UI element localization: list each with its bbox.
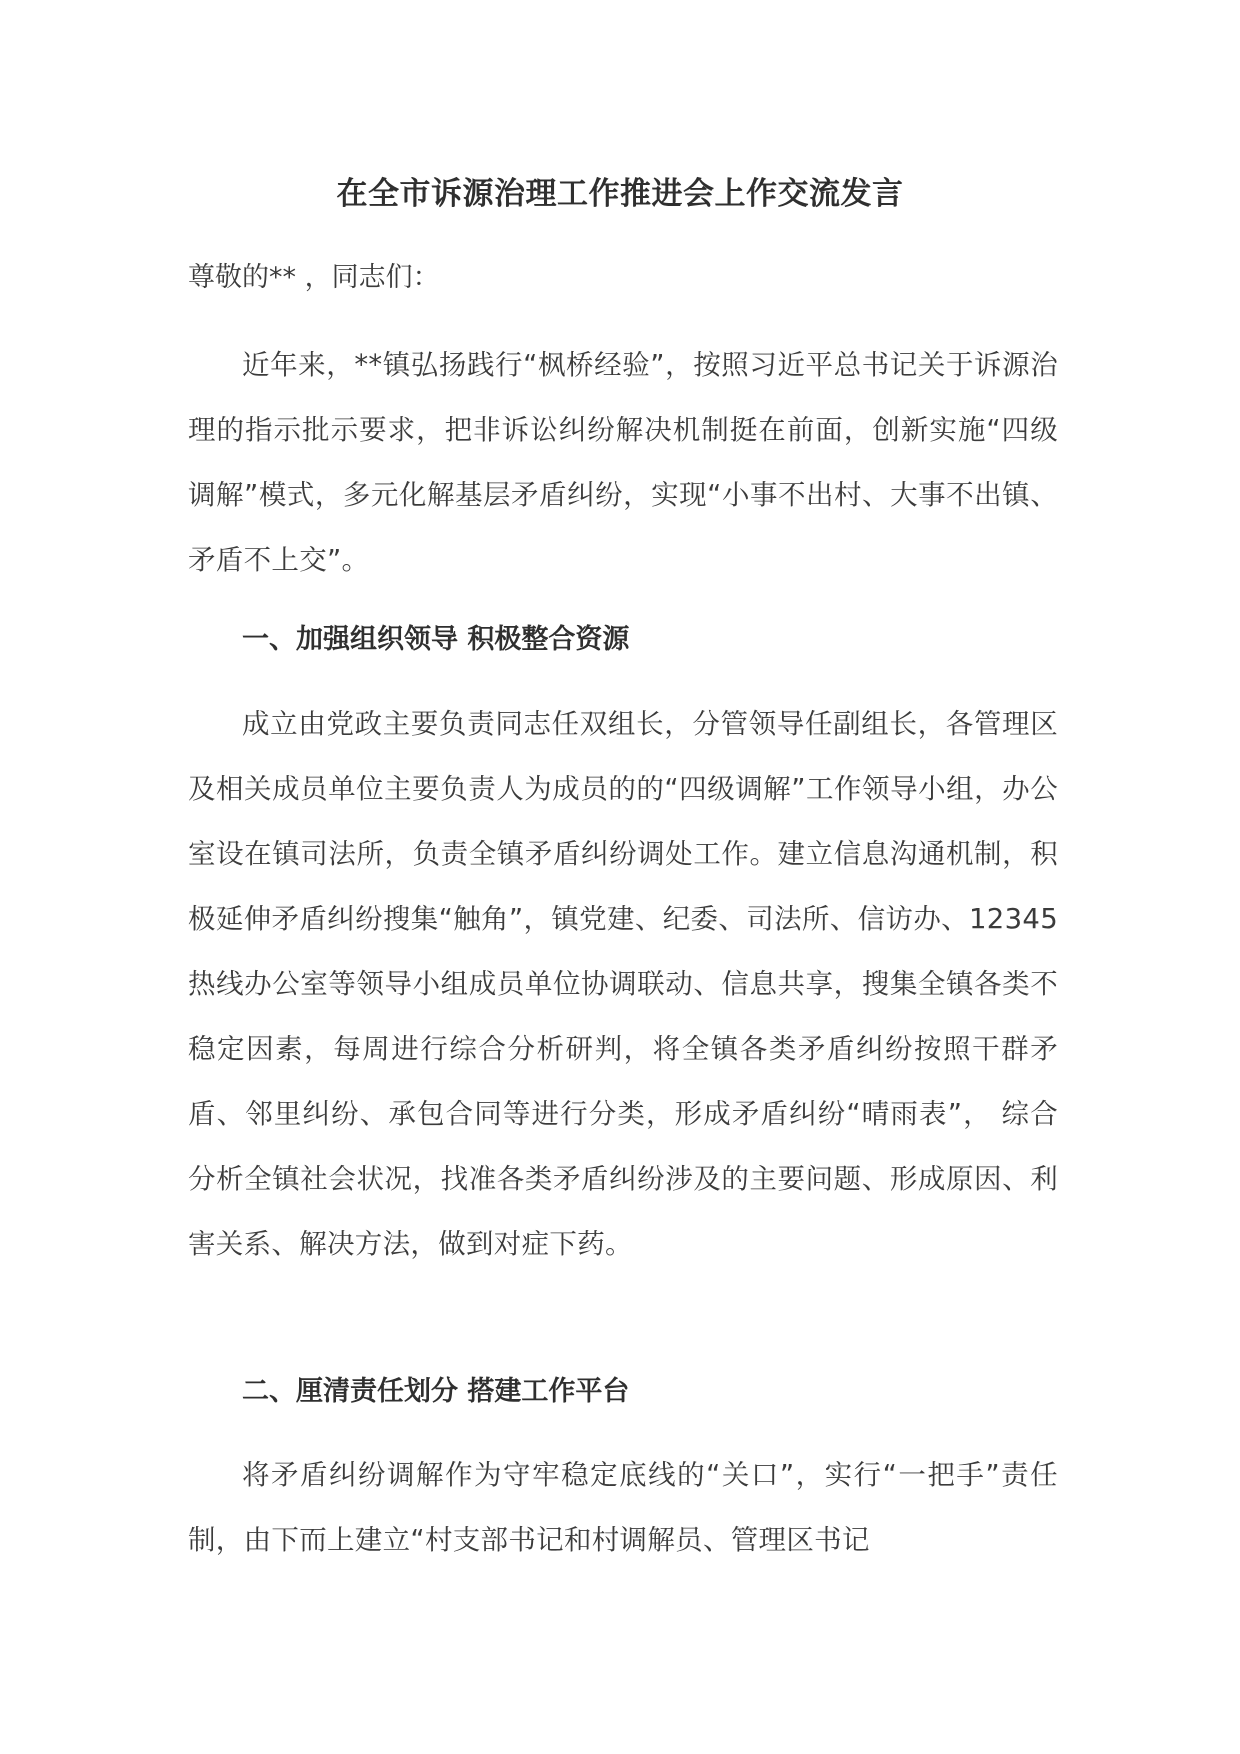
- paragraph-section-1: 成立由党政主要负责同志任双组长，分管领导任副组长，各管理区及相关成员单位主要负责人为成员的的“四级调解”工作领导小组，办公室设在镇司法所，负责全镇矛盾纠纷调处工作。建立信息沟通机制，积极延伸矛盾纠纷搜集“触角”，镇党建、纪委、司法所、信访办、12345 热线办公室等领导小组成员单位协调联动、信息共享，搜集全镇各类不稳定因素，每周进行综合分析研判，将全镇各类矛盾纠纷按照干群矛盾、邻里纠纷、承包合同等进行分类，形成矛盾纠纷“晴雨表”， 综合分析全镇社会状况，找准各类矛盾纠纷涉及的主要问题、形成原因、利害关系、解决方法，做到对症下药。: [188, 708, 1058, 1260]
- paragraph-section-2: 将矛盾纠纷调解作为守牢稳定底线的“关口”，实行“一把手”责任制，由下而上建立“村支部书记和村调解员、管理区书记: [188, 1459, 1058, 1556]
- section-heading-2: 二、厘清责任划分 搭建工作平台: [242, 1376, 630, 1407]
- section-heading-1: 一、加强组织领导 积极整合资源: [242, 624, 630, 655]
- salutation: 尊敬的** ，同志们：: [188, 262, 440, 293]
- paragraph-intro: 近年来，**镇弘扬践行“枫桥经验”，按照习近平总书记关于诉源治理的指示批示要求，把非诉讼纠纷解决机制挺在前面，创新实施“四级调解”模式，多元化解基层矛盾纠纷，实现“小事不出村、大事不出镇、矛盾不上交”。: [188, 349, 1058, 576]
- document-title: 在全市诉源治理工作推进会上作交流发言: [336, 176, 904, 212]
